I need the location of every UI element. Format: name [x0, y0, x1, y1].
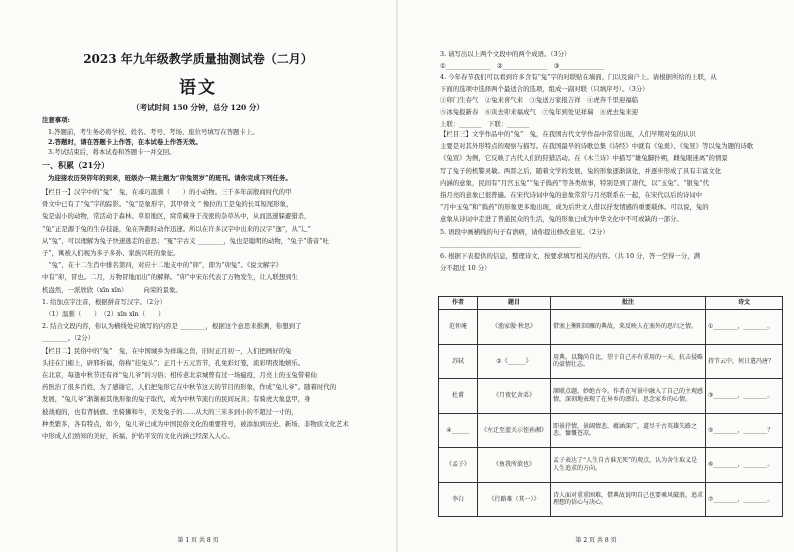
table-header: 题目 — [478, 297, 551, 310]
page-footer: 第 2 页 共 8 页 — [575, 537, 617, 544]
question-line: ①______________ ②______________ ③______________ — [440, 61, 605, 70]
body-line: 在北京，每逢中秋节还有祥“兔儿爷”的习俗；相传老北京城曾有过一场瘟疫，月亮上的玉兔带着仙 — [42, 371, 317, 379]
body-line: 【栏目三】文学作品中的“兔” 兔，在我国古代文学作品中常常出现，人们早期对兔的认识 — [440, 130, 696, 138]
body-line: 发展，“兔儿爷”渐渐被其他形象的兔子取代，成为中秋节流行的民间玩具；有骑虎大象盘甲，身 — [42, 395, 311, 404]
body-line: 头挂在门楣上，辟邪祈福，俗称“挂兔头”；正月十五元宵节，孔免彩灯笼，流彩明夜地嬉乐。 — [42, 358, 305, 367]
body-line: 中有“卯，冒也。二月，万物冒地而出”的解释。“卯”中宋东代表了万物发生，让人联想到生 — [42, 273, 298, 282]
table-cell-title: 《渔家傲·秋思》 — [478, 310, 551, 345]
body-line: 写了兔子的机警灵敏。两晋之后，随着文学的发展，兔的形象逐渐演化，并逐步形成了具有丰富文化 — [440, 166, 722, 175]
body-line: 分不超过 10 分） — [440, 264, 491, 273]
body-line: 披战袍的，也有背插旗、坐骑狮和牛，美发兔子的……从大的三米多到小的不超过一寸的， — [42, 407, 298, 416]
note-3: 3.考试结束后，将本试卷和答题卡一并交回。 — [48, 148, 176, 156]
exam-page-2 — [398, 0, 794, 552]
body-line: 1. 给加点字注音，根据拼音写汉字。（2分） — [42, 297, 167, 306]
table-cell-title: ②《______》 — [478, 344, 551, 379]
section-1-heading: 一、积累（21分） — [42, 160, 110, 170]
note-2: 2.答题时，请在答题卡上作答，在本试卷上作答无效。 — [48, 138, 202, 146]
table-cell-poem: ⑥________，________。 — [706, 448, 783, 483]
table-row — [439, 379, 783, 414]
table-cell-note: 颔联点题，妙绝古今。作者在写景中融入了自己的主观感情，深刻地表现了在异乡的漂泊、思念家乡的心情。 — [551, 379, 706, 414]
body-line: 2. 结合文段内容，你认为横线处应填写的内容是 ________，根据这个意思来推测，你想到了 — [42, 322, 302, 331]
table-cell-note: 孟子表达了“人生自古谁无死”的观点，认为舍生取义是人生追求的方向。 — [551, 448, 706, 483]
exam-title: 2023 年九年级教学质量抽测试卷（二月） — [83, 52, 313, 66]
question-line: 上联：_______ 下联：_______ — [440, 119, 530, 128]
table-cell-author: 李白 — [439, 482, 478, 517]
body-line: 《兔罝》为例，它反映了古代人们的狩猎活动。在《木兰诗》中描写“雄兔脚扑朔，雌兔眼迷离”的情景 — [440, 154, 728, 163]
body-line: 从“兔”，可以理解为兔子快速逃走的意思；“冤”字古义 ________，兔也是聪明的动物，“兔子”谐音“吐 — [42, 236, 329, 245]
note-1: 1.答题前，考生务必将学校、姓名、考号、考场、座位号填写在答题卡上。 — [48, 128, 259, 136]
table-cell-title: 《鱼我所欲也》 — [478, 448, 551, 483]
subject-title: 语文 — [179, 78, 217, 98]
table-cell-note: 用典。以魏尚自比，望于自己亦有重用的一天，抗击侵略的豪情壮志。 — [551, 344, 706, 379]
body-line: 机盎然，一派欣欣（xīn xīn） 向荣的景象。 — [42, 285, 182, 294]
table-row — [439, 344, 783, 379]
exam-duration: （考试时间 150 分钟，总分 120 分） — [132, 103, 264, 112]
question-line: 下面的选项中选择两个最适合的选项，组成一副对联（只填序号）。（3分） — [440, 84, 649, 93]
body-line: 主要是对其外形特点的观察与描写。在我国最早的诗歌总集《诗经》中就有《兔爰》、《兔罝》等以兔为题的诗歌 — [440, 142, 754, 151]
question-line: 4. 今年春节我们可以看到许多含有“兔”字的对联贴在墙面、门以及窗户上。请根据所给的上联，从 — [440, 73, 717, 82]
table-cell-title: 《月夜忆舍弟》 — [478, 379, 551, 414]
table-cell-author: 杜甫 — [439, 379, 478, 414]
body-line: “兔”，在十二生肖中排名第四，对应十二地支中的“卯”，即为“卯兔”。《说文解字》 — [42, 261, 283, 270]
table-cell-note: 即景抒情，景阔情悲，蕴涵深广，道尽千古英雄失路之悲，慷慨苍凉。 — [551, 413, 706, 448]
exam-page-1 — [0, 0, 396, 552]
body-line: 子”，寓被人们视为多子多孙、家族兴旺的象征。 — [42, 249, 180, 257]
page-footer: 第 1 页 共 8 页 — [177, 537, 219, 544]
table-row — [439, 482, 783, 517]
table-cell-title: 《行路难（其一）》 — [478, 482, 551, 517]
body-line: 内涵的意象，民间有“月宫玉兔”“兔子捣药”等各类故事，特别是到了唐代，以“玉兔”、“银兔”代 — [440, 178, 709, 187]
table-header: 批注 — [551, 297, 706, 310]
table-cell-author: ④______ — [439, 413, 478, 448]
table-row — [439, 448, 783, 483]
table-header: 诗文 — [706, 297, 783, 310]
table-cell-poem: ⑦________，________。 — [706, 482, 783, 517]
table-cell-note: 借塞上衡阳回雁的典故，来反映人在塞外的思归之情。 — [551, 310, 706, 345]
question-line: 3. 请写出以上两个文段中的两个成语。（3分） — [440, 50, 571, 58]
table-cell-note: 诗人面对重重困难，借典故说明自己也要乘风破浪，追求理想的信心与决心。 — [551, 482, 706, 517]
body-line: 意象从诗词中走进了普通民众的生活，兔的形象已成为中华文化中不可或缺的一部分。 — [440, 215, 683, 224]
table-row — [439, 413, 783, 448]
table-header: 作者 — [439, 297, 478, 310]
table-cell-poem: ③________，________。 — [706, 379, 783, 414]
table-cell-title: 《左迁至蓝关示侄孙湘》 — [478, 413, 551, 448]
body-line: 兔是弱小的动物，常活动于森林、草原地区，窝常藏身于茂密的杂草丛中，从而迅速躲避猎杀， — [42, 212, 311, 221]
table-row — [439, 310, 783, 345]
body-line: 【栏目一】汉字中的“兔” 兔，在乖巧温驯（ ）的小动物。三千多年前殷商时代的甲 — [42, 188, 292, 196]
body-line: 种类繁多，各有特点，如今，兔儿爷已成为中国民俗文化的重要符号，被添加到历史、新场、非物质文化艺术 — [42, 419, 349, 428]
question-line: ①卯门生春气 ②兔来喜气来 ③兔送万家报吉祥 ④虎奔千里迎福临 — [440, 96, 639, 105]
body-line: “月中玉兔”和“捣药”的形象更多地出现，成为后世文人借以抒发情感的重要载体。可以说，兔的 — [440, 203, 709, 212]
body-line: 骨文中已有了“兔”字的踪影。“兔”是象形字，其甲骨文 “ 像拉的工是兔的长耳短尾形象， — [42, 200, 293, 209]
body-line: 中形成人们熟知的美好，祈福、护佑平安的文化内涵已经深入人心。 — [42, 432, 234, 440]
poetry-table — [438, 296, 783, 517]
body-line: 6. 根据下表提供的信息，整理诗文，按要求填写相关的内容。（共 10 分，答一空得一分，满 — [440, 252, 700, 260]
body-line: “兔”正是源于兔的生存技能，兔在奔跑时动作迅速。所以在许多汉字中出来的汉字“逸”，从“辶” — [42, 224, 311, 233]
table-cell-poem: ⑤________，________？ — [706, 413, 783, 448]
body-line: 【栏目二】民俗中的“兔” 兔，在中国城乡为祥瑞之兽，旧时正月初一，人们把画好的兔 — [42, 346, 292, 355]
table-cell-author: 《孟子》 — [439, 448, 478, 483]
question-line: ⑤冰兔报新春 ⑥寅去卯来福成气 ⑦兔年到处见祥瑞 ⑧虎去兔来迎 — [440, 108, 639, 116]
table-cell-author: 范仲淹 — [439, 310, 478, 345]
body-line: 5. 语段中画横线的句子有语病，请你提出修改意见。（2分） — [440, 227, 609, 236]
body-line: ________。（2分） — [42, 334, 94, 343]
table-cell-author: 苏轼 — [439, 344, 478, 379]
body-line: （1）温驯（ ） （2）xīn xīn（ ） — [42, 310, 165, 318]
body-line: 药医治了很多百姓，为了感谢它，人们把兔形它在中秋节这天的节目的形象，作成“兔儿爷”。随着时代的 — [42, 383, 337, 392]
notes-heading: 注意事项: — [42, 116, 70, 124]
table-cell-poem: 持节云中，何日遣冯唐？ — [706, 344, 783, 379]
table-cell-poem: ①________，________。 — [706, 310, 783, 345]
section-intro: 为迎接农历癸卯年的到来，班级办一期主题为“卯兔贺岁”的班刊。请你完成下列任务。 — [48, 174, 292, 182]
body-line: 指月亮的意象已很普遍。在宋代诗词中兔的意象常常与月亮联系在一起，在宋代以后的诗词中 — [440, 191, 703, 199]
body-line: ____________________________________________ — [440, 239, 581, 248]
